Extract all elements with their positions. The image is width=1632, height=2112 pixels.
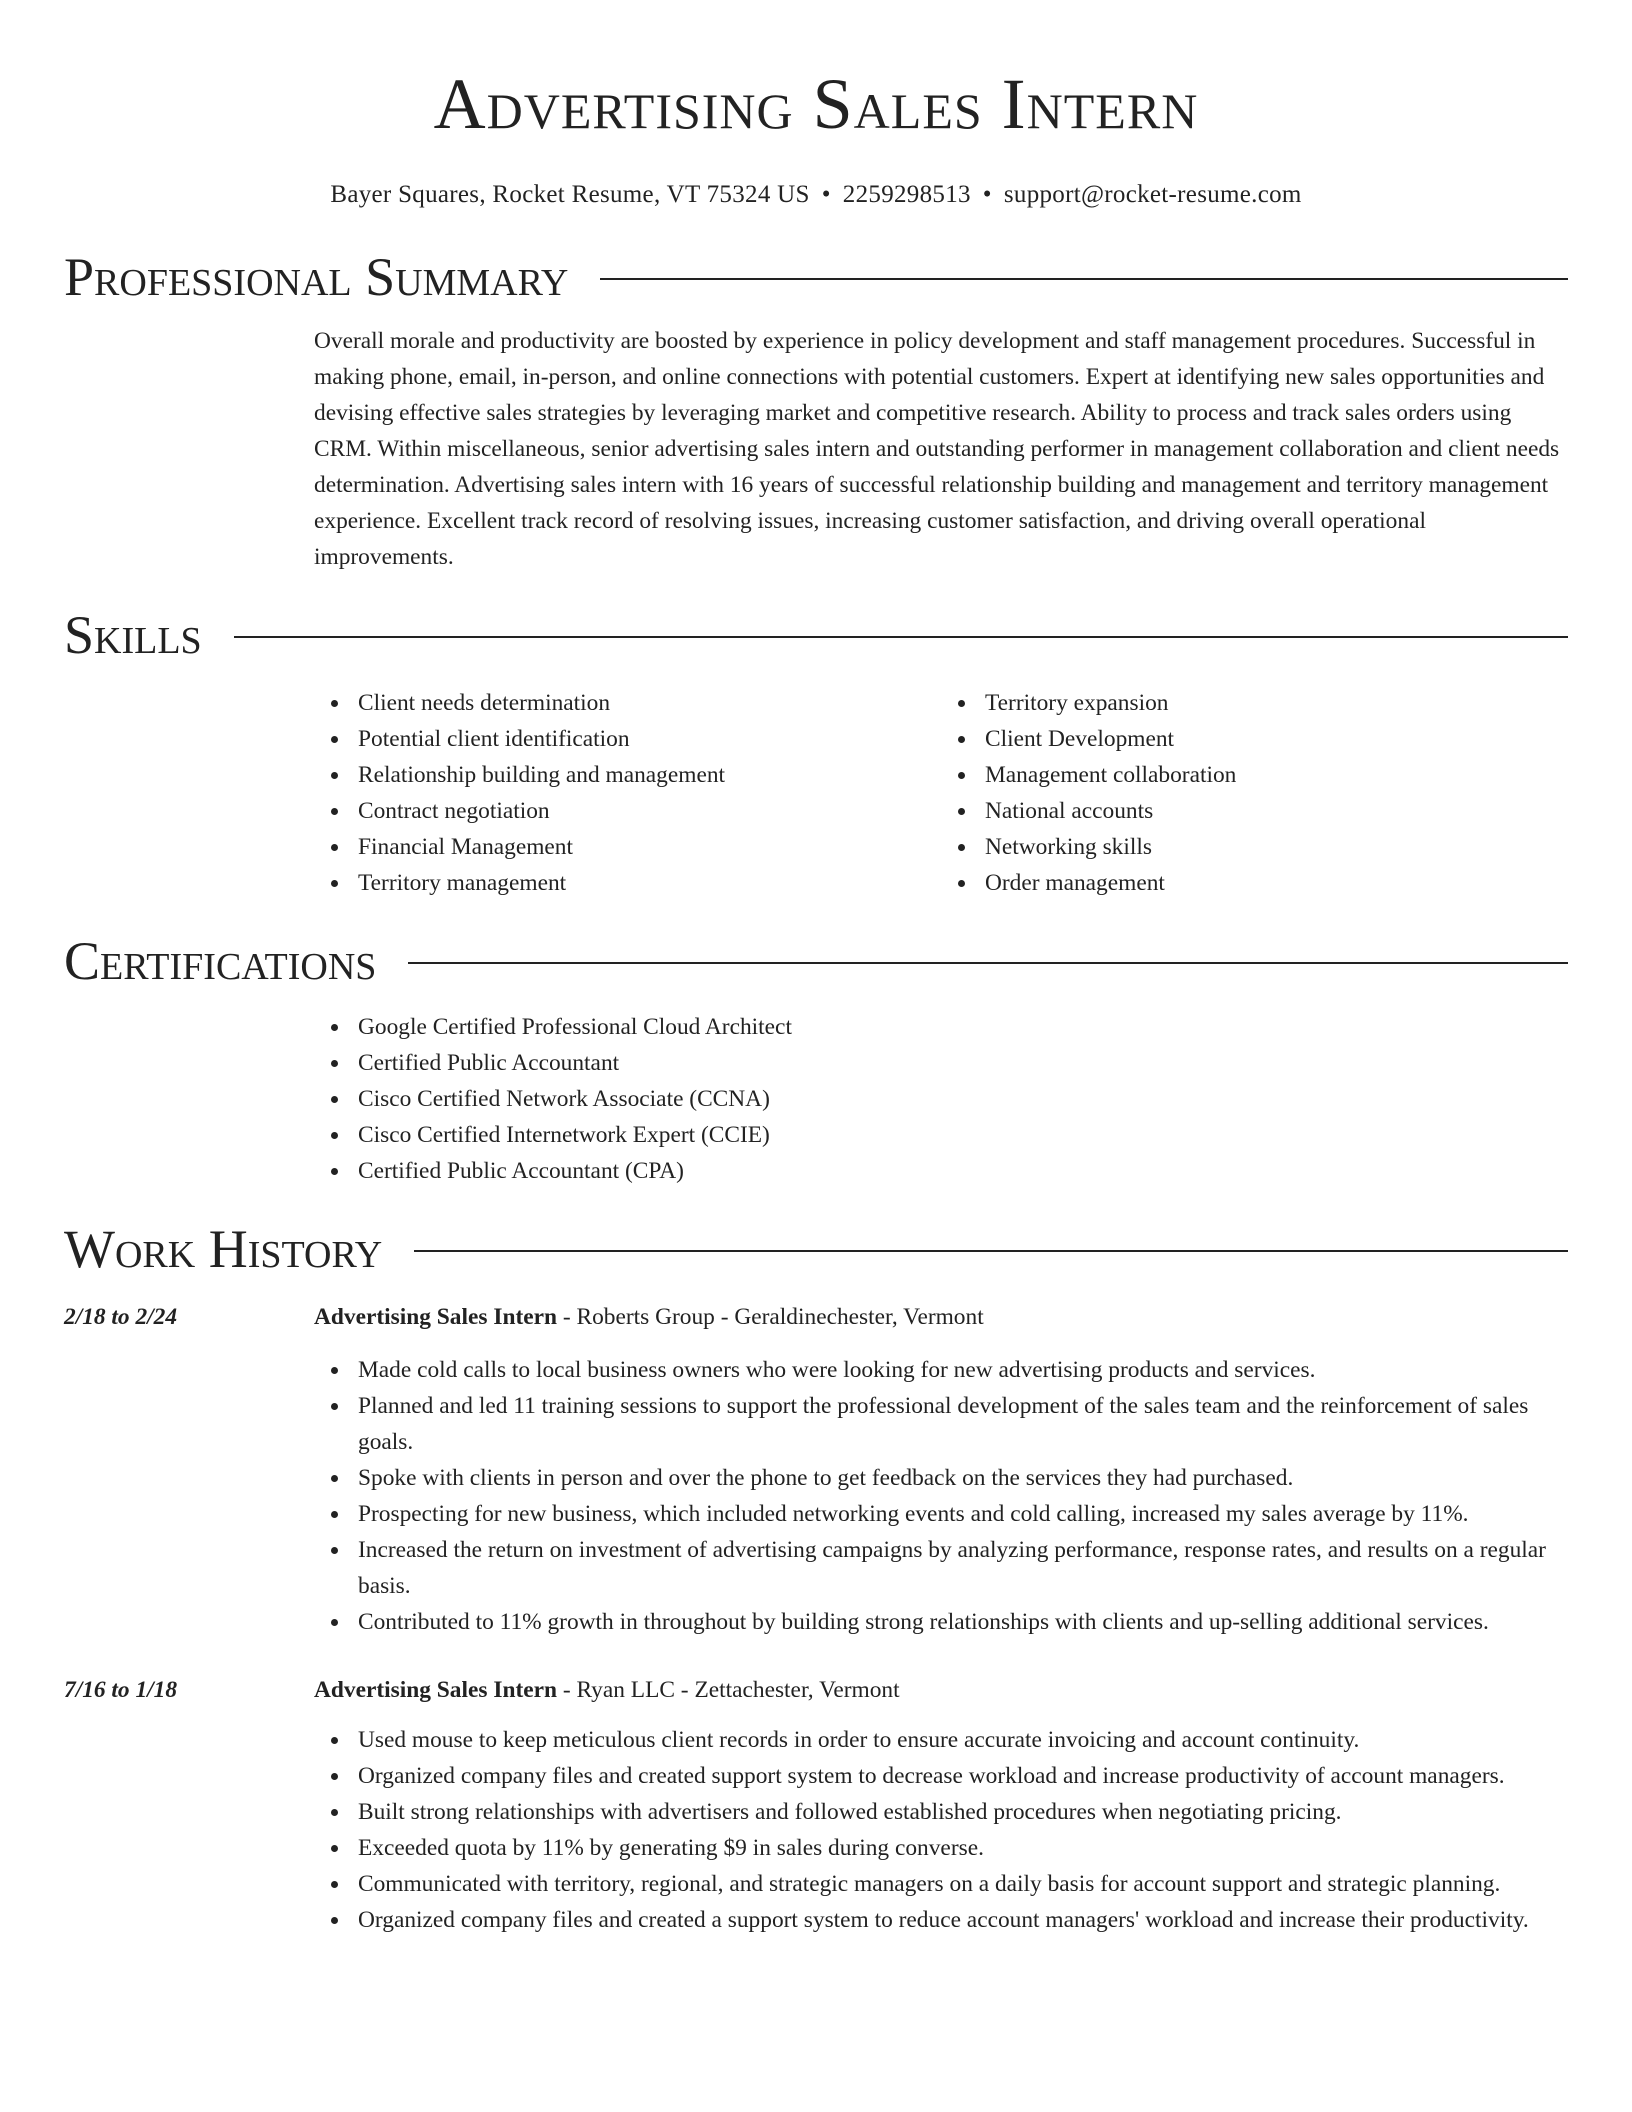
job-bullet: Communicated with territory, regional, and strategic managers on a daily basis for account support and strategic planning.: [358, 1866, 1568, 1902]
job-entry: [64, 1672, 1568, 1938]
job-bullet: Made cold calls to local business owners who were looking for new advertising products and services.: [358, 1352, 1568, 1388]
skill-item: Territory expansion: [985, 685, 1568, 721]
work-history-divider: [414, 1250, 1568, 1252]
contact-separator: •: [982, 181, 992, 208]
resume-header: [64, 0, 1568, 212]
skill-item: Territory management: [358, 865, 941, 901]
job-entry: [64, 1299, 1568, 1640]
job-bullet: Built strong relationships with advertisers and followed established procedures when negotiating pricing.: [358, 1794, 1568, 1830]
skill-item: Client needs determination: [358, 685, 941, 721]
candidate-name: Advertising Sales Intern: [433, 64, 1199, 144]
job-bullet: Exceeded quota by 11% by generating $9 in sales during converse.: [358, 1830, 1568, 1866]
skill-item: Client Development: [985, 721, 1568, 757]
skills-list-right: [941, 685, 1568, 901]
job-bullet: Spoke with clients in person and over the phone to get feedback on the services they had purchased.: [358, 1460, 1568, 1496]
job-bullet: Organized company files and created a support system to reduce account managers' workload and increase their productivity.: [358, 1902, 1568, 1938]
summary-text: Overall morale and productivity are boosted by experience in policy development and staff management procedures. Successful in making phone, email, in-person, and online connections with potential customers. Expert at identifying new sales opportunities and devising effective sales strategies by leveraging market and competitive research. Ability to process and track sales orders using CRM. Within miscellaneous, senior advertising sales intern and outstanding performer in management collaboration and client needs determination. Advertising sales intern with 16 years of successful relationship building and management and territory management experience. Excellent track record of resolving issues, increasing customer satisfaction, and driving overall operational improvements.: [314, 328, 1560, 570]
skills-divider: [234, 636, 1568, 638]
contact-phone: 2259298513: [842, 181, 971, 208]
skill-item: National accounts: [985, 793, 1568, 829]
skills-body: [314, 685, 1568, 901]
skill-item: Order management: [985, 865, 1568, 901]
job-dates: 7/16 to 1/18: [64, 1677, 178, 1703]
job-bullet: Prospecting for new business, which included networking events and cold calling, increased my sales average by 11%.: [358, 1496, 1568, 1532]
skills-heading: Skills: [64, 605, 202, 665]
certifications-heading: Certifications: [64, 931, 377, 991]
job-bullet: Used mouse to keep meticulous client records in order to ensure accurate invoicing and account continuity.: [358, 1722, 1568, 1758]
job-company-location: - Ryan LLC - Zettachester, Vermont: [557, 1677, 900, 1703]
certification-item: Certified Public Accountant (CPA): [358, 1153, 1568, 1189]
contact-address: Bayer Squares, Rocket Resume, VT 75324 US: [330, 181, 810, 208]
skill-item: Contract negotiation: [358, 793, 941, 829]
job-dates: 2/18 to 2/24: [64, 1304, 178, 1330]
certifications-list: [314, 1009, 1568, 1189]
job-bullets: [314, 1722, 1568, 1938]
job-title-line: [314, 1672, 1568, 1708]
job-bullets: [314, 1352, 1568, 1640]
summary-divider: [600, 278, 1568, 280]
summary-body: [314, 323, 1568, 575]
job-bullet: Organized company files and created support system to decrease workload and increase productivity of account managers.: [358, 1758, 1568, 1794]
work-history-heading: Work History: [64, 1219, 383, 1279]
skill-item: Management collaboration: [985, 757, 1568, 793]
job-bullet: Planned and led 11 training sessions to support the professional development of the sales team and the reinforcement of sales goals.: [358, 1388, 1568, 1460]
skill-item: Networking skills: [985, 829, 1568, 865]
certification-item: Certified Public Accountant: [358, 1045, 1568, 1081]
certification-item: Cisco Certified Internetwork Expert (CCIE): [358, 1117, 1568, 1153]
certification-item: Google Certified Professional Cloud Architect: [358, 1009, 1568, 1045]
skills-heading-row: [64, 603, 1568, 667]
skills-grid: [314, 685, 1568, 901]
skill-item: Relationship building and management: [358, 757, 941, 793]
job-bullet: Contributed to 11% growth in throughout by building strong relationships with clients and up-selling additional services.: [358, 1604, 1568, 1640]
skill-item: Financial Management: [358, 829, 941, 865]
contact-line: [64, 178, 1568, 212]
certification-item: Cisco Certified Network Associate (CCNA): [358, 1081, 1568, 1117]
job-bullet: Increased the return on investment of advertising campaigns by analyzing performance, response rates, and results on a regular basis.: [358, 1532, 1568, 1604]
contact-email: support@rocket-resume.com: [1003, 181, 1302, 208]
work-history-heading-row: [64, 1217, 1568, 1281]
skill-item: Potential client identification: [358, 721, 941, 757]
summary-heading-row: [64, 245, 1568, 309]
work-history-section: [64, 1217, 1568, 1938]
job-company-location: - Roberts Group - Geraldinechester, Vermont: [557, 1304, 984, 1330]
certifications-heading-row: [64, 929, 1568, 993]
skills-section: [64, 603, 1568, 901]
certifications-body: [314, 1009, 1568, 1189]
job-title: Advertising Sales Intern: [314, 1677, 558, 1703]
job-title: Advertising Sales Intern: [314, 1304, 558, 1330]
skills-list-left: [314, 685, 941, 901]
summary-heading: Professional Summary: [64, 247, 569, 307]
certifications-section: [64, 929, 1568, 1189]
job-title-line: [314, 1299, 1568, 1335]
certifications-divider: [408, 962, 1568, 964]
contact-separator: •: [821, 181, 831, 208]
summary-section: [64, 245, 1568, 575]
